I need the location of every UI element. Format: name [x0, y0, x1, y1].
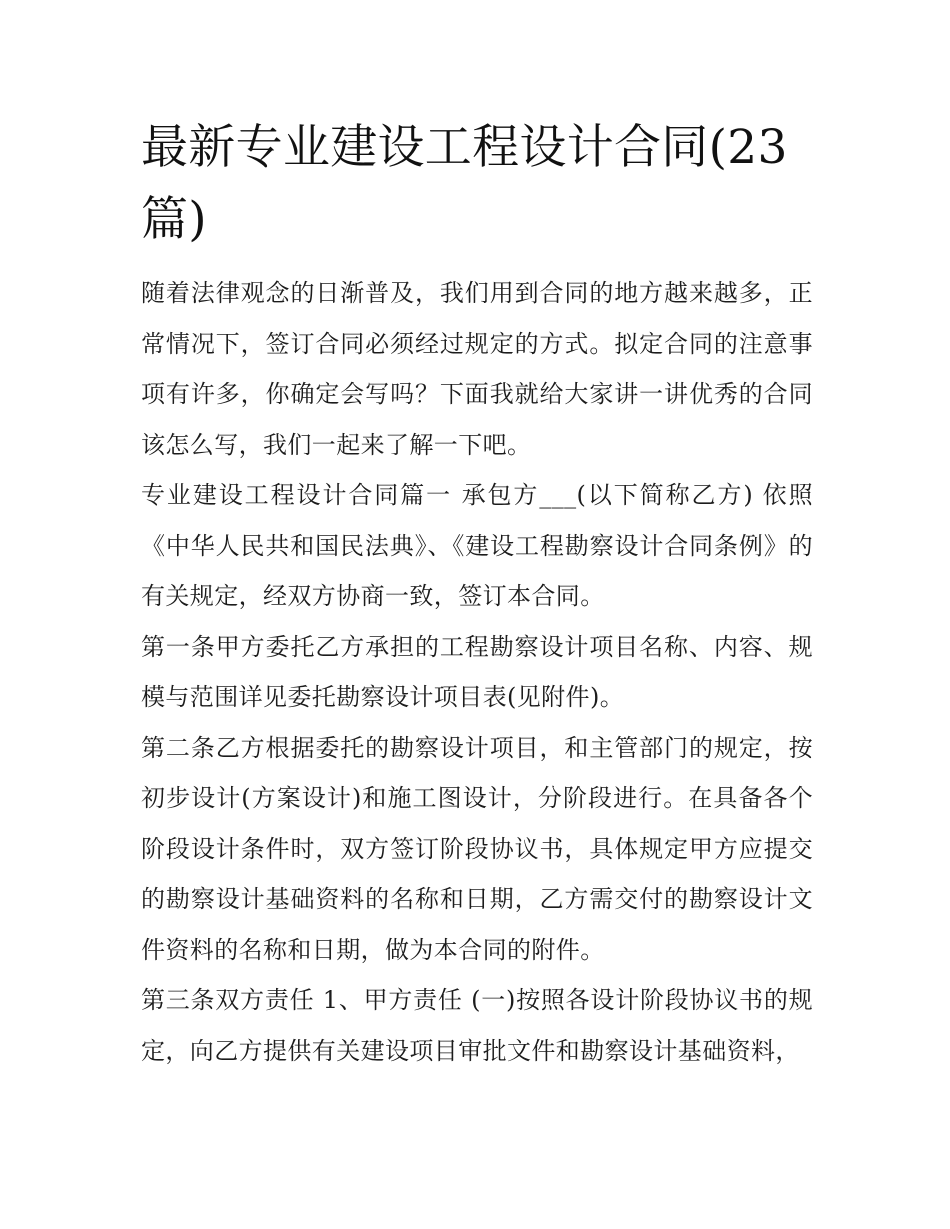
- paragraph-article-3: 第三条双方责任 1、甲方责任 (一)按照各设计阶段协议书的规定，向乙方提供有关建设项目审批文件和勘察设计基础资料，: [141, 986, 813, 1065]
- paragraph-contract-preamble: 专业建设工程设计合同篇一 承包方___(以下简称乙方) 依照《中华人民共和国民法典》、《建设工程勘察设计合同条例》的有关规定，经双方协商一致，签订本合同。: [141, 481, 813, 610]
- paragraph-article-1: 第一条甲方委托乙方承担的工程勘察设计项目名称、内容、规模与范围详见委托勘察设计项目表(见附件)。: [141, 632, 813, 711]
- paragraph-intro: 随着法律观念的日渐普及，我们用到合同的地方越来越多，正常情况下，签订合同必须经过规定的方式。拟定合同的注意事项有许多，你确定会写吗？下面我就给大家讲一讲优秀的合同该怎么写，我们一起来了解一下吧。: [141, 279, 813, 459]
- document-body: [141, 112, 813, 1076]
- document-title: 最新专业建设工程设计合同(23篇): [141, 120, 788, 247]
- paragraph-article-2: 第二条乙方根据委托的勘察设计项目，和主管部门的规定，按初步设计(方案设计)和施工图设计，分阶段进行。在具备各个阶段设计条件时，双方签订阶段协议书，具体规定甲方应提交的勘察设计基础资料的名称和日期，乙方需交付的勘察设计文件资料的名称和日期，做为本合同的附件。: [141, 733, 813, 964]
